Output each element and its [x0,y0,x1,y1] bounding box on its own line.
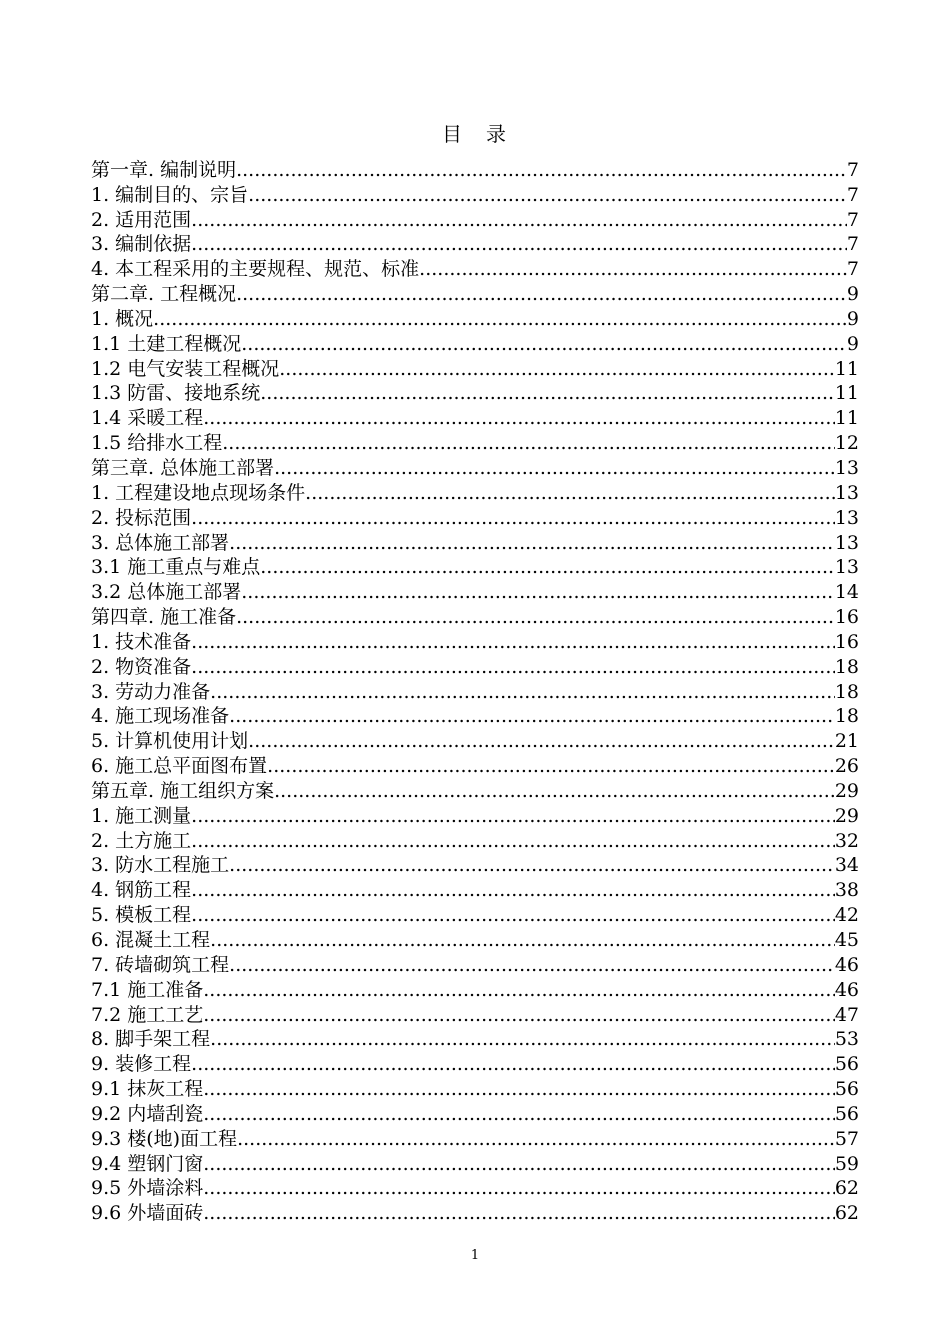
toc-dot-leader [236,158,847,182]
toc-entry-label: 3. 防水工程施工 [91,854,230,877]
toc-entry-label: 7.2 施工工艺 [91,1003,204,1026]
toc-entry-page: 29 [834,779,859,802]
toc-entry[interactable] [91,505,859,530]
toc-entry-label: 1. 编制目的、宗旨 [91,183,249,206]
toc-dot-leader [191,903,835,927]
toc-dot-leader [203,1152,835,1176]
toc-entry-page: 16 [834,606,859,629]
toc-dot-leader [210,928,835,952]
toc-entry-page: 11 [834,407,859,430]
toc-entry[interactable] [91,877,859,902]
toc-entry-page: 7 [846,158,859,181]
toc-dot-leader [248,729,835,753]
toc-dot-leader [222,431,835,455]
toc-entry-label: 1.1 土建工程概况 [91,332,242,355]
toc-entry-page: 32 [834,829,859,852]
toc-dot-leader [305,481,835,505]
toc-entry[interactable] [91,753,859,778]
toc-dot-leader [191,655,835,679]
toc-entry[interactable] [91,1101,859,1126]
toc-entry[interactable] [91,232,859,257]
toc-dot-leader [229,531,835,555]
toc-entry[interactable] [91,704,859,729]
toc-entry-page: 34 [834,854,859,877]
toc-entry[interactable] [91,679,859,704]
toc-dot-leader [191,1052,835,1076]
toc-entry-page: 11 [834,357,859,380]
toc-entry-label: 第四章. 施工准备 [91,606,237,629]
toc-entry-page: 9 [846,307,859,330]
toc-entry[interactable] [91,555,859,580]
toc-entry-page: 56 [834,1102,859,1125]
toc-entry-page: 13 [834,506,859,529]
toc-entry-label: 5. 模板工程 [91,904,192,927]
toc-dot-leader [191,878,835,902]
toc-dot-leader [267,754,835,778]
toc-entry[interactable] [91,356,859,381]
toc-entry[interactable] [91,1176,859,1201]
page-number: 1 [470,1248,480,1263]
toc-entry-label: 6. 混凝土工程 [91,929,211,951]
toc-entry[interactable] [91,927,859,952]
toc-entry[interactable] [91,256,859,281]
toc-entry[interactable] [91,430,859,455]
toc-dot-leader [191,506,835,530]
toc-dot-leader [248,183,847,207]
toc-entry[interactable] [91,1002,859,1027]
toc-entry-page: 18 [834,680,859,703]
toc-entry[interactable] [91,455,859,480]
toc-entry[interactable] [91,1151,859,1176]
toc-entry[interactable] [91,405,859,430]
toc-dot-leader [274,779,835,803]
toc-dot-leader [241,332,847,356]
toc-entry[interactable] [91,182,859,207]
toc-entry[interactable] [91,157,859,182]
toc-entry-page: 7 [846,208,859,231]
toc-entry-label: 2. 土方施工 [91,829,192,852]
toc-entry-label: 9.4 塑钢门窗 [91,1152,204,1175]
toc-dot-leader [236,282,847,306]
toc-dot-leader [419,257,847,281]
toc-entry-page: 59 [834,1152,859,1175]
toc-entry-page: 13 [834,481,859,504]
toc-entry[interactable] [91,207,859,232]
toc-dot-leader [260,555,835,579]
toc-title: 目 录 [442,122,508,146]
toc-entry-label: 8. 脚手架工程 [91,1028,211,1051]
toc-entry[interactable] [91,902,859,927]
toc-dot-leader [210,1027,835,1051]
toc-entry[interactable] [91,778,859,803]
toc-entry-page: 9 [846,283,859,306]
toc-entry-page: 42 [834,904,859,927]
toc-entry-page: 7 [846,233,859,256]
toc-entry-label: 4. 施工现场准备 [91,705,230,728]
toc-dot-leader [210,680,835,704]
toc-entry[interactable] [91,306,859,331]
toc-entry[interactable] [91,381,859,406]
toc-dot-leader [229,704,835,728]
toc-entry-label: 第二章. 工程概况 [91,283,237,306]
toc-dot-leader [229,853,835,877]
toc-entry[interactable] [91,604,859,629]
toc-entry-label: 1.4 采暖工程 [91,407,204,430]
toc-entry[interactable] [91,480,859,505]
toc-entry-page: 13 [834,456,859,479]
toc-entry-page: 53 [834,1028,859,1051]
toc-entry-label: 9.1 抹灰工程 [91,1078,204,1101]
toc-entry-label: 2. 适用范围 [91,208,192,231]
toc-entry-label: 7. 砖墙砌筑工程 [91,953,230,976]
toc-entry[interactable] [91,579,859,604]
toc-entry[interactable] [91,654,859,679]
toc-entry-label: 7.1 施工准备 [91,978,204,1001]
toc-entry-label: 9. 装修工程 [91,1053,192,1076]
toc-dot-leader [191,630,835,654]
toc-entry-page: 9 [846,332,859,355]
toc-entry-label: 1.3 防雷、接地系统 [91,382,261,405]
toc-entry-page: 46 [834,978,859,1001]
toc-dot-leader [260,381,835,405]
toc-dot-leader [191,208,847,232]
toc-entry-label: 9.6 外墙面砖 [91,1202,204,1225]
toc-entry-label: 1. 技术准备 [91,630,192,653]
toc-entry[interactable] [91,803,859,828]
toc-entry-page: 13 [834,556,859,579]
toc-dot-leader [203,406,835,430]
toc-entry-page: 14 [834,581,859,604]
toc-entry-page: 18 [834,705,859,728]
toc-entry[interactable] [91,728,859,753]
toc-entry-label: 5. 计算机使用计划 [91,730,249,753]
toc-entry-page: 13 [834,531,859,554]
toc-dot-leader [229,953,835,977]
toc-entry-label: 4. 钢筋工程 [91,879,192,902]
toc-entry[interactable] [91,853,859,878]
table-of-contents [91,157,859,1225]
toc-entry-label: 1.5 给排水工程 [91,432,223,455]
toc-dot-leader [191,232,847,256]
toc-dot-leader [279,357,835,381]
toc-entry-label: 1.2 电气安装工程概况 [91,357,280,380]
toc-entry-label: 3.1 施工重点与难点 [91,556,261,579]
toc-entry-label: 第五章. 施工组织方案 [91,779,275,802]
toc-dot-leader [203,1102,835,1126]
toc-entry-page: 26 [834,755,859,778]
toc-dot-leader [274,456,835,480]
toc-entry-label: 3.2 总体施工部署 [91,581,242,604]
toc-entry-page: 57 [834,1127,859,1150]
toc-entry-label: 第三章. 总体施工部署 [91,456,275,479]
toc-dot-leader [191,829,835,853]
toc-entry-page: 62 [834,1202,859,1225]
toc-entry[interactable] [91,1076,859,1101]
toc-dot-leader [153,307,847,331]
toc-entry[interactable] [91,828,859,853]
toc-entry-label: 4. 本工程采用的主要规程、规范、标准 [91,258,420,281]
toc-dot-leader [203,1077,835,1101]
toc-entry-label: 2. 物资准备 [91,655,192,678]
toc-entry[interactable] [91,331,859,356]
toc-dot-leader [203,1176,835,1200]
toc-entry-page: 7 [846,258,859,281]
toc-entry-label: 1. 概况 [91,307,154,330]
toc-entry-page: 21 [834,730,859,753]
toc-entry-label: 6. 施工总平面图布置 [91,755,268,778]
toc-dot-leader [203,1201,835,1225]
toc-entry-page: 11 [834,382,859,405]
toc-entry[interactable] [91,281,859,306]
toc-dot-leader [241,580,835,604]
toc-dot-leader [236,605,835,629]
toc-entry-page: 7 [846,183,859,206]
toc-entry-page: 47 [834,1003,859,1026]
toc-entry-label: 9.5 外墙涂料 [91,1177,204,1200]
toc-entry-page: 12 [834,432,859,455]
toc-entry-label: 3. 编制依据 [91,233,192,256]
toc-entry-label: 9.2 内墙刮瓷 [91,1102,204,1125]
toc-entry[interactable] [91,530,859,555]
toc-entry-label: 2. 投标范围 [91,506,192,529]
toc-entry[interactable] [91,1200,859,1225]
toc-entry[interactable] [91,1126,859,1151]
toc-entry-page: 29 [834,804,859,827]
toc-entry-page: 62 [834,1177,859,1200]
toc-entry-page: 18 [834,655,859,678]
toc-entry-label: 3. 总体施工部署 [91,531,230,554]
toc-entry-page: 56 [834,1053,859,1076]
toc-entry-page: 46 [834,953,859,976]
toc-entry[interactable] [91,952,859,977]
toc-entry-page: 38 [834,879,859,902]
toc-dot-leader [237,1127,835,1151]
toc-entry-page: 45 [834,929,859,951]
toc-entry-label: 9.3 楼(地)面工程 [91,1127,238,1150]
toc-entry[interactable] [91,629,859,654]
toc-entry-page: 16 [834,630,859,653]
toc-entry[interactable] [91,1051,859,1076]
toc-entry-label: 3. 劳动力准备 [91,680,211,703]
toc-entry-label: 1. 工程建设地点现场条件 [91,481,306,504]
toc-entry-page: 56 [834,1078,859,1101]
toc-entry-label: 第一章. 编制说明 [91,158,237,181]
toc-entry[interactable] [91,1027,859,1052]
toc-entry-label: 1. 施工测量 [91,804,192,827]
toc-entry[interactable] [91,977,859,1002]
toc-dot-leader [203,1003,835,1027]
toc-dot-leader [203,978,835,1002]
toc-dot-leader [191,804,835,828]
